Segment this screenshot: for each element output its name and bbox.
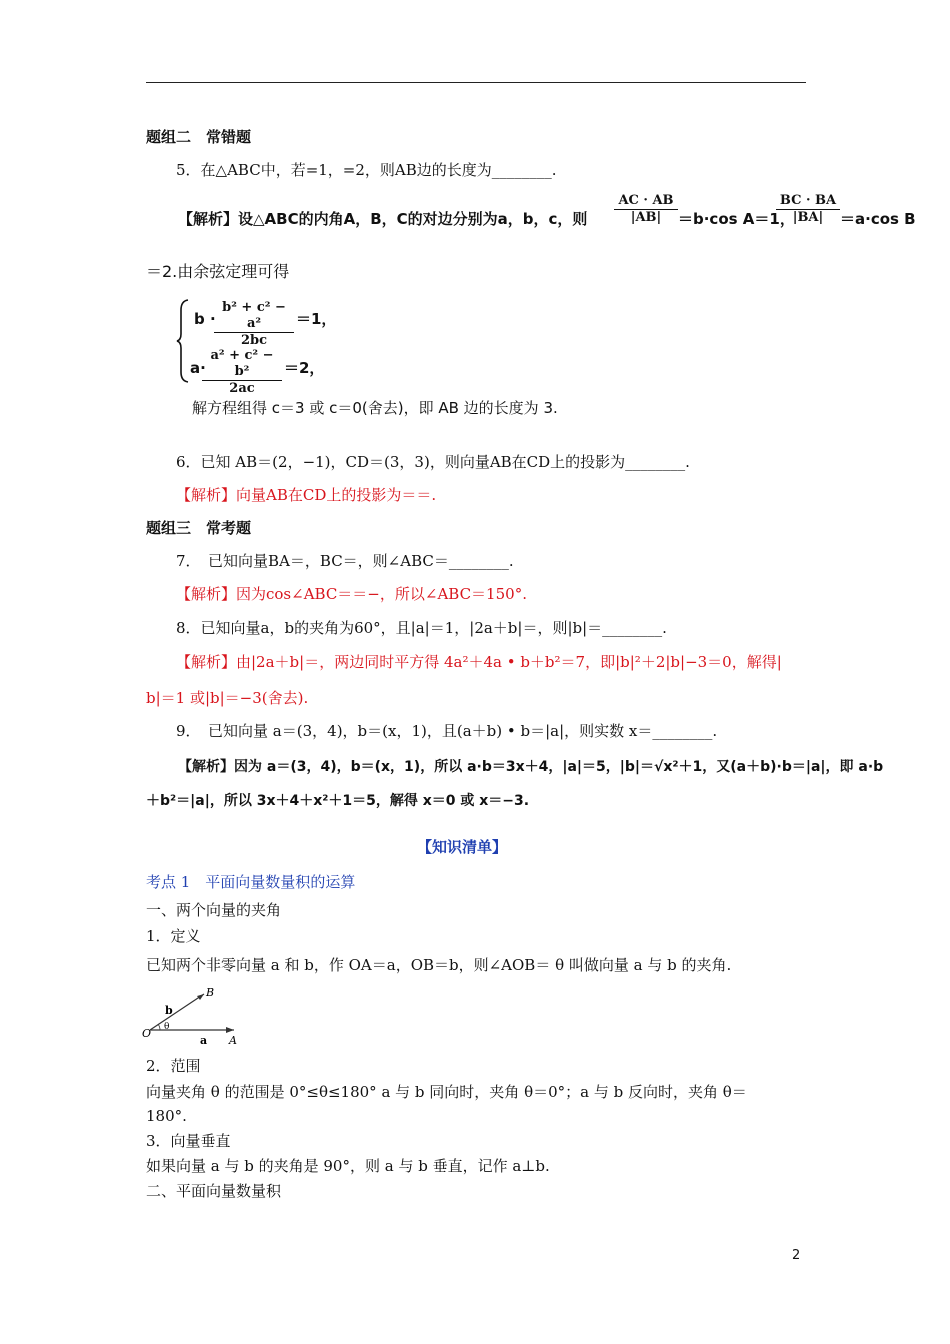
page-number: 2 xyxy=(792,1248,801,1263)
label-O: O xyxy=(142,1027,152,1040)
label-a: a xyxy=(200,1034,208,1047)
item-range: 2．范围 xyxy=(146,1057,201,1075)
item-perpendicular: 3．向量垂直 xyxy=(146,1132,231,1150)
section-heading-2: 题组二 常错题 xyxy=(146,128,252,146)
q8-solution-line-2: b|＝1 或|b|＝−3(舍去). xyxy=(146,689,309,707)
label-A: A xyxy=(229,1034,237,1047)
equation-1-numerator: b² + c² − a² xyxy=(214,300,294,333)
range-text-line-1: 向量夹角 θ 的范围是 0°≤θ≤180° a 与 b 同向时，夹角 θ＝0°；a 与 b 反向时，夹角 θ＝ xyxy=(146,1083,747,1101)
equation-2-denominator: 2ac xyxy=(229,381,255,396)
q6-solution: 【解析】向量AB在CD上的投影为＝＝. xyxy=(176,486,437,504)
q5-fraction-1 xyxy=(614,193,678,226)
angle-diagram xyxy=(140,984,250,1050)
question-7: 7． 已知向量BA＝，BC＝，则∠ABC＝________. xyxy=(176,552,514,570)
question-6: 6．已知 AB＝(2，−1)，CD＝(3，3)，则向量AB在CD上的投影为________. xyxy=(176,453,690,471)
header-rule xyxy=(146,82,806,83)
q5-conclusion: 解方程组得 c＝3 或 c＝0(舍去)，即 AB 边的长度为 3. xyxy=(192,399,558,417)
vector-b-arrowhead xyxy=(197,994,204,1000)
q5-fraction-1-denominator: |AB| xyxy=(630,210,662,225)
vector-a-arrowhead xyxy=(226,1027,234,1033)
definition-text: 已知两个非零向量 a 和 b，作 OA＝a，OB＝b，则∠AOB＝ θ 叫做向量 a 与 b 的夹角. xyxy=(146,956,732,974)
equation-1-denominator: 2bc xyxy=(240,333,268,348)
q5-fraction-1-numerator: AC · AB xyxy=(614,193,678,210)
q5-middle-2: ＝a·cos B xyxy=(840,210,916,228)
question-5: 5．在△ABC中，若=1，=2，则AB边的长度为________. xyxy=(176,161,557,179)
q8-solution-line-1: 【解析】由|2a＋b|＝，两边同时平方得 4a²＋4a • b＋b²＝7，即|b|²＋2|b|−3＝0，解得| xyxy=(176,653,782,671)
equation-1-prefix: b · xyxy=(194,310,216,328)
q9-solution-line-1: 【解析】因为 a＝(3，4)，b＝(x，1)，所以 a·b＝3x＋4，|a|＝5，|b|＝√x²＋1，又(a＋b)·b＝|a|，即 a·b xyxy=(178,759,884,775)
equation-2-suffix: ＝2， xyxy=(284,359,325,377)
angle-arc xyxy=(158,1024,160,1030)
item-definition: 1．定义 xyxy=(146,927,201,945)
equation-1-fraction xyxy=(214,300,294,349)
label-b: b xyxy=(165,1004,173,1017)
question-9: 9． 已知向量 a＝(3，4)，b＝(x，1)，且(a＋b) • b＝|a|，则实数 x＝________. xyxy=(176,722,718,740)
equation-2-numerator: a² + c² − b² xyxy=(202,348,282,381)
q5-fraction-2-denominator: |BA| xyxy=(792,210,824,225)
equation-1-suffix: ＝1， xyxy=(296,310,337,328)
subheading-angle: 一、两个向量的夹角 xyxy=(146,901,282,919)
q5-solution-lead: 【解析】设△ABC的内角A，B，C的对边分别为a，b，c，则 xyxy=(178,210,588,228)
label-B: B xyxy=(206,986,215,999)
knowledge-title: 【知识清单】 xyxy=(417,838,508,856)
label-theta: θ xyxy=(164,1022,170,1032)
q5-fraction-2-numerator: BC · BA xyxy=(776,193,840,210)
q5-middle-1: ＝b·cos A＝1， xyxy=(678,210,795,228)
equation-2-fraction xyxy=(202,348,282,397)
knowledge-point-1: 考点 1 平面向量数量积的运算 xyxy=(146,873,356,891)
q5-fraction-2 xyxy=(776,193,840,226)
q9-solution-line-2: ＋b²＝|a|，所以 3x＋4＋x²＋1＝5，解得 x＝0 或 x＝−3. xyxy=(146,793,530,809)
equation-system-brace xyxy=(176,298,190,384)
subheading-dot-product: 二、平面向量数量积 xyxy=(146,1182,282,1200)
q5-continuation: ＝2.由余弦定理可得 xyxy=(146,262,290,281)
range-text-line-2: 180°. xyxy=(146,1107,187,1125)
question-8: 8．已知向量a，b的夹角为60°，且|a|＝1，|2a＋b|＝，则|b|＝________. xyxy=(176,619,667,637)
section-heading-3: 题组三 常考题 xyxy=(146,519,252,537)
perpendicular-text: 如果向量 a 与 b 的夹角是 90°，则 a 与 b 垂直，记作 a⊥b. xyxy=(146,1157,550,1175)
q7-solution: 【解析】因为cos∠ABC＝＝−，所以∠ABC＝150°. xyxy=(176,585,527,603)
equation-2-prefix: a· xyxy=(190,359,206,377)
